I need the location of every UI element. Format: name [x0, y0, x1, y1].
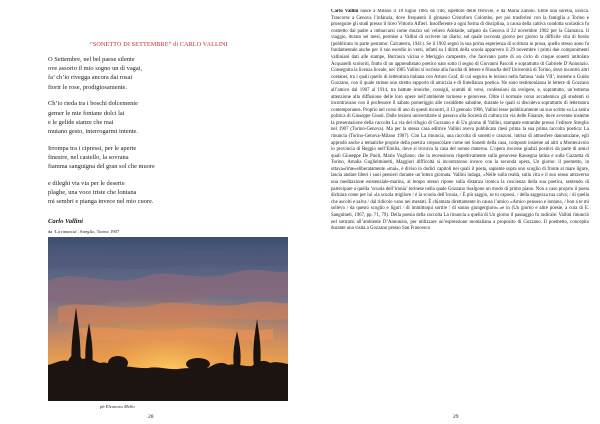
- verse-line: fa’ ch’io rivegga ancora dai rosai: [48, 74, 133, 82]
- verse-line: fiorir le rose, prodigiosamente.: [48, 83, 127, 91]
- paragraph-body: nasce a Milano il 18 luglio 1885 da Tito, ispettore delle ferrovie, e da Maria Zanoni. Ebbe una sorella, Enrica. Trascorse a Genova l’infanzia, dove frequentò il ginnasio Cristoforo Colombo, per poi trasferirsi con la famiglia a Torino e proseguire gli studi presso il liceo Vittorio Alfieri. Insofferente a ogni forma di disciplina, a causa della cattiva condotta scolastica fu costretto dal padre a imbarcarsi come mozzo sul veliero Adelaide, salpato da Genova il 22 novembre 1902 per la Giamaica. Il viaggio, durato sei mesi, permise a Vallini di scrivere un diario, sul quale racconta giorno per giorno la difficile vita di bordo (pubblicato in parte postumo: Calcaterra, 1941). Se il 1902 segnò la sua prima esperienza di scrittura in prosa, quello stesso anno fu fondamentale anche per il suo esordio in versi, infatti su I diritti della scuola apparvero il 29 novembre i primi due componimenti valliniani dati alle stampe, Burrasca vicina e Meriggio campestre, che facevano parte di un ciclo di cinque sonetti intitolato Acquarelli scoloriti, frutto di un apprendistato poetico nato sotto il segno di Giovanni Pascoli e soprattutto di Gabriele D’Annunzio. Conseguita la licenza liceale, nel 1905 Vallini si iscrisse alla facoltà di lettere e filosofia dell’Università di Torino, dove incontrò altri coetanei, tra i quali quello di letteratura italiana con Arturo Graf, di cui seguiva le lezioni nella famosa ‘aula VII’, insieme a Guido Gozzano, con il quale strinse uno stretto rapporto di amicizia e di fratellanza poetica. Ne sono testimonianza le lettere di Gozzano all’amico dal 1907 al 1914, tra battute ironiche, consigli, scambi di versi, confessioni da svelgere, e, soprattutto, un’estrema attenzione alla diffusione delle loro opere nell’ambiente torinese e genovese. Oltre il normale corso accademico gli studenti si incontravano con il professore il sabato pomeriggio alle cosiddette sabatine, durante le quali si discuteva soprattutto di letteratura contemporanea. Proprio nel corso di uno di questi incontri, il 13 gennaio 1906, Vallini lesse pubblicamente un suo scritto su La satira politica di Giuseppe Giusti. Dalle lezioni universitarie si passava alla Società di cultura tra via delle Finanze, dove avvenne insieme la presentazione della raccolta La via del rifugio di Gozzano e di Un giorno di Vallini, stampate entrambe presso l’editore Streglio nel 1907 (Torino-Genova). Ma per la stessa casa editrice Vallini aveva pubblicato mesi prima la sua prima raccolta poetica: La rinuncia (Torino-Genova-Milano 1907). Con La rinuncia, una raccolta di sonetti e canzoni, intrisa di atmosfere dannunziane, egli approdò anche a tematiche proprie della poetica crepuscolare come nei Sonetti della casa, composti insieme ad altri a Montecavolo in provincia di Reggio nell’Emilia, dove si trovava la casa del nonno materno. L’opera riscosse giudizi positivi da parte di amici quali Giuseppe De Paoli, Mario Vugliano; che la recensirono rispettivamente sulla genovese Rassegna latina e sulla Gazzetta di Torino, Amalia Guglielminetti, Maggiori difficoltà si incontrarono invece con la seconda opera, Un giorno: il poemetto, in ottava«rime»eliberatamente «mai», è diviso in dodici capitoli nei quali il poeta, sapiente sopra uno scoglio di fronte al mare ligure, lascia andare liberi i suoi pensieri durante un’intera giornata. Vallini indaga, «Nelle sulla realtà, sulla vita e il suo senso attraverso una meditazione esistenziale-marina, al tempo stesso ripone sulla distanza ironica la coscienza della sua poetica, sentendo di partecipare a quella ‘scuola dell’ironia’ torinese nella quale Gozzano risalgono un modo di primo piano. Non a caso proprio il poeta dichiara come per lui «la scuola migliore / è la scuola dell’ironia, / È più saggio, se tu capossi, / della saggezza tua calva; / di quella che ascolti e salva / dal ridicolo vano nei mestati. È chiamata direttamente in causa l’amico «Amico pensoso e lontano, / bon a te mi sollevo / da questo scoglio e liguri / di immittoqui sortire / di sonno giungergioro».»e in (Un giorno e altre poesie, a cura di E. Sanguineti, 1967, pp. 71, 79). Della poesia della raccolta La rinuncia a quella di Un giorno il passaggio fu radicale: Vallini rinunciò nel sottrarsi all’ambiente D’Annunzio, per utilizzare un’espressione montaliana a proposito di Gozzano. Il poemetto, concepito durante una visita a Gozzano presso San Francesco: [331, 9, 589, 232]
- stanza: [48, 144, 288, 172]
- verse-line: e dileghi via via per le deserte: [48, 179, 125, 187]
- sunset-photo: [48, 237, 288, 401]
- verse-line: Ch’io rieda tra i boschi dolcemente: [48, 100, 138, 108]
- right-page: [300, 0, 600, 424]
- verse-line: Irrompa tra i cipressi, per le aperte: [48, 144, 137, 152]
- stanza: [48, 179, 288, 207]
- poem: [48, 55, 288, 214]
- paragraph-lead: Carlo Vallini: [331, 9, 359, 14]
- page-number: 29: [453, 414, 459, 420]
- poem-author: Carlo Vallini: [48, 218, 83, 225]
- page-number: 28: [148, 414, 154, 420]
- verse-line: plaghe, una voce triste che lontana: [48, 188, 137, 196]
- verse-line: finestre, nel castello, la sovrana: [48, 153, 129, 161]
- stanza: [48, 99, 288, 136]
- paragraph: [331, 9, 589, 233]
- verse-line: mutano gesto, interrogarmi intente.: [48, 127, 138, 135]
- verse-line: gemer le mie fontane dolci lai: [48, 109, 125, 117]
- biography-text: [331, 9, 589, 407]
- poem-source: da ‘La rinuncia’, Streglio, Torino 1907: [48, 229, 120, 234]
- verse-line: mi sembri e pianga invece nel mio cuore.: [48, 198, 154, 206]
- stanza: [48, 55, 288, 92]
- photo-caption: ph Eleonora Mello: [100, 404, 135, 409]
- verse-line: fiamma sanguigna del gran sol che muore: [48, 163, 155, 171]
- verse-line: e le gelide stanze che mai: [48, 118, 114, 126]
- verse-line: O Settembre, nel bel paese silente: [48, 56, 135, 63]
- verse-line: ove assorto il mio sogno un dì vagai,: [48, 65, 143, 73]
- poem-title: “SONETTO DI SETTEMBRE” di CARLO VALLINI: [90, 41, 228, 48]
